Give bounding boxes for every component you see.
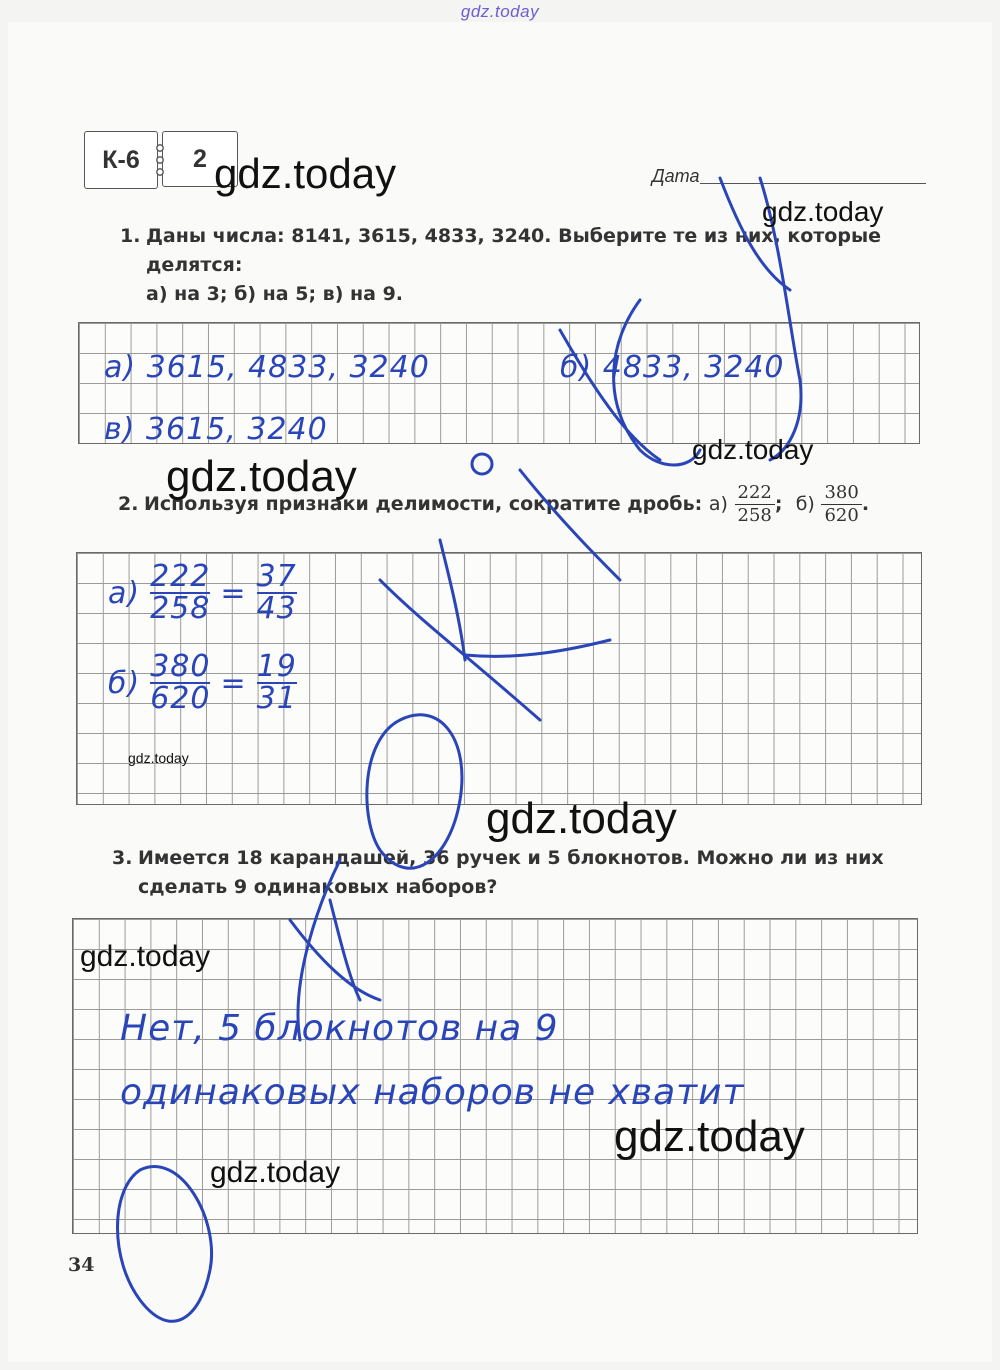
task-3-answer-line-2: одинаковых наборов не хватит xyxy=(120,1072,745,1113)
answer-a-label: а) xyxy=(108,575,141,611)
fraction-b-numerator: 380 xyxy=(821,482,861,505)
answer-a-numerator: 222 xyxy=(150,559,211,594)
answer-b-equals: = xyxy=(220,665,247,701)
fraction-a-numerator: 222 xyxy=(735,482,775,505)
answer-a-result-numerator: 37 xyxy=(256,559,297,594)
watermark-9: gdz.today xyxy=(210,1156,341,1189)
small-circle xyxy=(472,454,492,474)
task-3-line-1: Имеется 18 карандашей, 36 ручек и 5 блокнотов. Можно ли из них xyxy=(138,847,884,869)
task-3-line-2: сделать 9 одинаковых наборов? xyxy=(138,876,498,898)
watermark-6: gdz.today xyxy=(486,794,677,843)
task-1-answer-b: б) 4833, 3240 xyxy=(560,350,785,385)
check-mark-stroke-1 xyxy=(720,178,790,290)
task-1-line-1: Даны числа: 8141, 3615, 4833, 3240. Выберите те из них, которые xyxy=(146,225,882,247)
watermark-3: gdz.today xyxy=(692,434,814,465)
long-stroke-3 xyxy=(330,900,360,1000)
watermark-7: gdz.today xyxy=(80,940,211,973)
big-k-stroke-2 xyxy=(440,540,465,660)
variant-number: 2 xyxy=(162,131,238,187)
task-3-answer-line-1: Нет, 5 блокнотов на 9 xyxy=(120,1008,559,1049)
watermark-2: gdz.today xyxy=(762,196,884,227)
answer-a-equals: = xyxy=(220,575,247,611)
big-k-stroke-3 xyxy=(465,640,610,656)
answer-b-numerator: 380 xyxy=(150,649,211,684)
task-3-number: 3. xyxy=(112,847,133,869)
check-mark-stroke-4 xyxy=(560,330,660,460)
check-mark-stroke-3 xyxy=(614,300,700,465)
answer-b-label: б) xyxy=(108,665,141,701)
task-2-end: . xyxy=(861,493,870,515)
watermark-8: gdz.today xyxy=(614,1112,805,1161)
task-1-answer-a: а) 3615, 4833, 3240 xyxy=(104,350,430,385)
task-2-option-b-label: б) xyxy=(795,493,815,515)
long-stroke-1 xyxy=(298,860,340,1040)
check-mark-stroke-5 xyxy=(520,470,620,580)
big-k-stroke-1 xyxy=(380,580,540,720)
task-1-line-2: делятся: xyxy=(146,254,243,276)
task-2-separator: ; xyxy=(774,493,783,515)
bottom-loop xyxy=(118,1166,212,1321)
task-2-number: 2. xyxy=(118,493,139,515)
answer-a-result-denominator: 43 xyxy=(256,591,297,626)
watermark-1: gdz.today xyxy=(214,150,397,197)
answer-b-denominator: 620 xyxy=(150,681,211,716)
top-watermark: gdz.today xyxy=(460,2,540,21)
page-number: 34 xyxy=(68,1254,95,1276)
big-oval xyxy=(367,715,462,868)
task-2-question: Используя признаки делимости, сократите дробь: xyxy=(144,493,703,515)
answer-a-denominator: 258 xyxy=(150,591,211,626)
task-1-line-3: а) на 3; б) на 5; в) на 9. xyxy=(146,283,404,305)
task-1-answer-c: в) 3615, 3240 xyxy=(104,412,328,447)
task-2-option-a-label: а) xyxy=(708,493,728,515)
watermark-4: gdz.today xyxy=(166,452,357,501)
task-1-number: 1. xyxy=(120,225,141,247)
fraction-a-denominator: 258 xyxy=(737,505,772,526)
answer-b-result-numerator: 19 xyxy=(256,649,297,684)
fraction-b-denominator: 620 xyxy=(824,505,859,526)
test-code: К-6 xyxy=(84,131,158,189)
answer-b-result-denominator: 31 xyxy=(256,681,297,716)
date-label: Дата xyxy=(652,166,700,186)
watermark-5: gdz.today xyxy=(128,750,189,766)
